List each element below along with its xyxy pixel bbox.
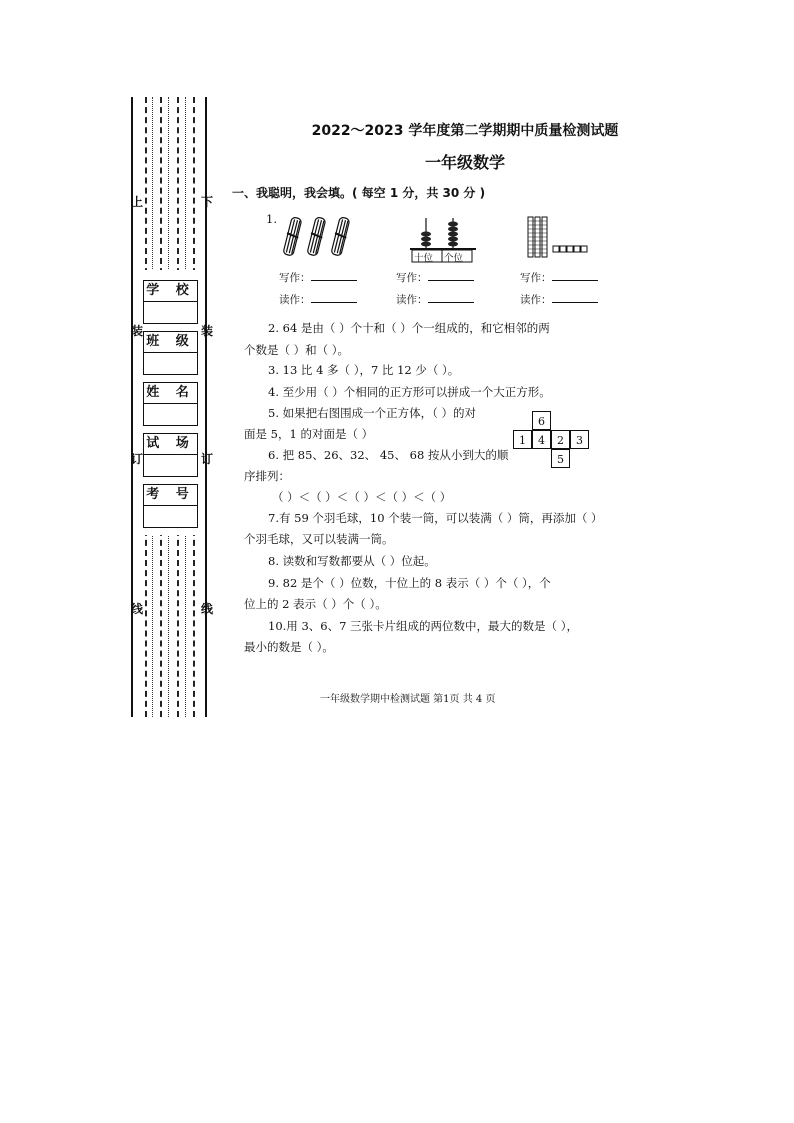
write-label	[520, 270, 598, 285]
read-label-text: 读作：	[279, 294, 311, 306]
question-line: 9. 82 是个（ ）位数，十位上的 8 表示（ ）个（ ），个	[268, 576, 551, 590]
answer-blank[interactable]	[311, 292, 357, 303]
binding-mark: 线	[131, 602, 144, 616]
read-label	[396, 292, 474, 307]
page-footer: 一年级数学期中检测试题 第1页 共 4 页	[320, 694, 496, 705]
cube-face: 3	[570, 430, 589, 449]
binding-mark: 下	[201, 195, 214, 209]
question-line: 最小的数是（ ）。	[244, 640, 334, 654]
binding-mark: 装	[131, 324, 144, 338]
page-subtitle: 一年级数学	[424, 153, 505, 172]
write-label	[279, 270, 357, 285]
answer-blank[interactable]	[552, 292, 598, 303]
question-number: 1.	[266, 212, 277, 226]
cube-face: 2	[551, 430, 570, 449]
binding-mark: 装	[201, 324, 214, 338]
binding-rule	[131, 97, 133, 717]
answer-blank[interactable]	[428, 270, 474, 281]
question-line: 个数是（ ）和（ ）。	[244, 343, 350, 357]
read-label-text: 读作：	[396, 294, 428, 306]
question-line: 位上的 2 表示（ ）个（ ）。	[244, 597, 387, 611]
question-line: 序排列：	[244, 469, 290, 483]
base-ten-blocks-icon	[527, 216, 593, 260]
question-line: 4. 至少用（ ）个相同的正方形可以拼成一个大正方形。	[268, 385, 551, 399]
answer-blank[interactable]	[552, 270, 598, 281]
name-field[interactable]	[143, 382, 198, 426]
write-label-text: 写作：	[396, 272, 428, 284]
read-label	[279, 292, 357, 307]
question-line: 2. 64 是由（ ）个十和（ ）个一组成的，和它相邻的两	[268, 321, 550, 335]
abacus-label-ones: 个位	[444, 253, 464, 264]
answer-blank[interactable]	[428, 292, 474, 303]
field-label: 班 级	[144, 332, 197, 353]
write-label-text: 写作：	[279, 272, 311, 284]
cube-face: 5	[551, 449, 570, 468]
exam-room-field[interactable]	[143, 433, 198, 477]
field-label: 试 场	[144, 434, 197, 455]
stick-bundles-icon	[283, 216, 363, 260]
read-label	[520, 292, 598, 307]
question-line: 6. 把 85、26、32、 45、 68 按从小到大的顺	[268, 448, 509, 462]
field-label: 姓 名	[144, 383, 197, 404]
binding-mark: 上	[131, 195, 144, 209]
write-label	[396, 270, 474, 285]
abacus-label-tens: 十位	[414, 253, 434, 264]
question-line: 5. 如果把右图围成一个正方体，（ ）的对	[268, 406, 477, 420]
binding-mark: 线	[201, 602, 214, 616]
question-line: 10.用 3、6、7 三张卡片组成的两位数中，最大的数是（ ），	[268, 619, 578, 633]
question-line: 3. 13 比 4 多（ ），7 比 12 少（ ）。	[268, 363, 460, 377]
school-field[interactable]	[143, 280, 198, 324]
question-line: 7.有 59 个羽毛球，10 个装一筒，可以装满（ ）筒，再添加（ ）	[268, 511, 603, 525]
field-label: 考 号	[144, 485, 197, 506]
cube-face: 1	[513, 430, 532, 449]
write-label-text: 写作：	[520, 272, 552, 284]
question-line: 个羽毛球，又可以装满一筒。	[244, 532, 394, 546]
binding-rule	[205, 97, 207, 717]
class-field[interactable]	[143, 331, 198, 375]
answer-blank[interactable]	[311, 270, 357, 281]
page-title: 2022～2023 学年度第二学期期中质量检测试题	[311, 123, 619, 139]
binding-mark: 订	[131, 452, 144, 466]
section-heading: 一、我聪明，我会填。( 每空 1 分，共 30 分 )	[232, 186, 486, 200]
question-line: 面是 5，1 的对面是（ ）	[244, 427, 374, 441]
exam-number-field[interactable]	[143, 484, 198, 528]
question-line: 8. 读数和写数都要从（ ）位起。	[268, 554, 436, 568]
field-label: 学 校	[144, 281, 197, 302]
read-label-text: 读作：	[520, 294, 552, 306]
cube-face: 4	[532, 430, 551, 449]
cube-face: 6	[532, 411, 551, 430]
binding-mark: 订	[201, 452, 214, 466]
question-line: （ ）＜（ ）＜（ ）＜（ ）＜（ ）	[272, 490, 452, 504]
